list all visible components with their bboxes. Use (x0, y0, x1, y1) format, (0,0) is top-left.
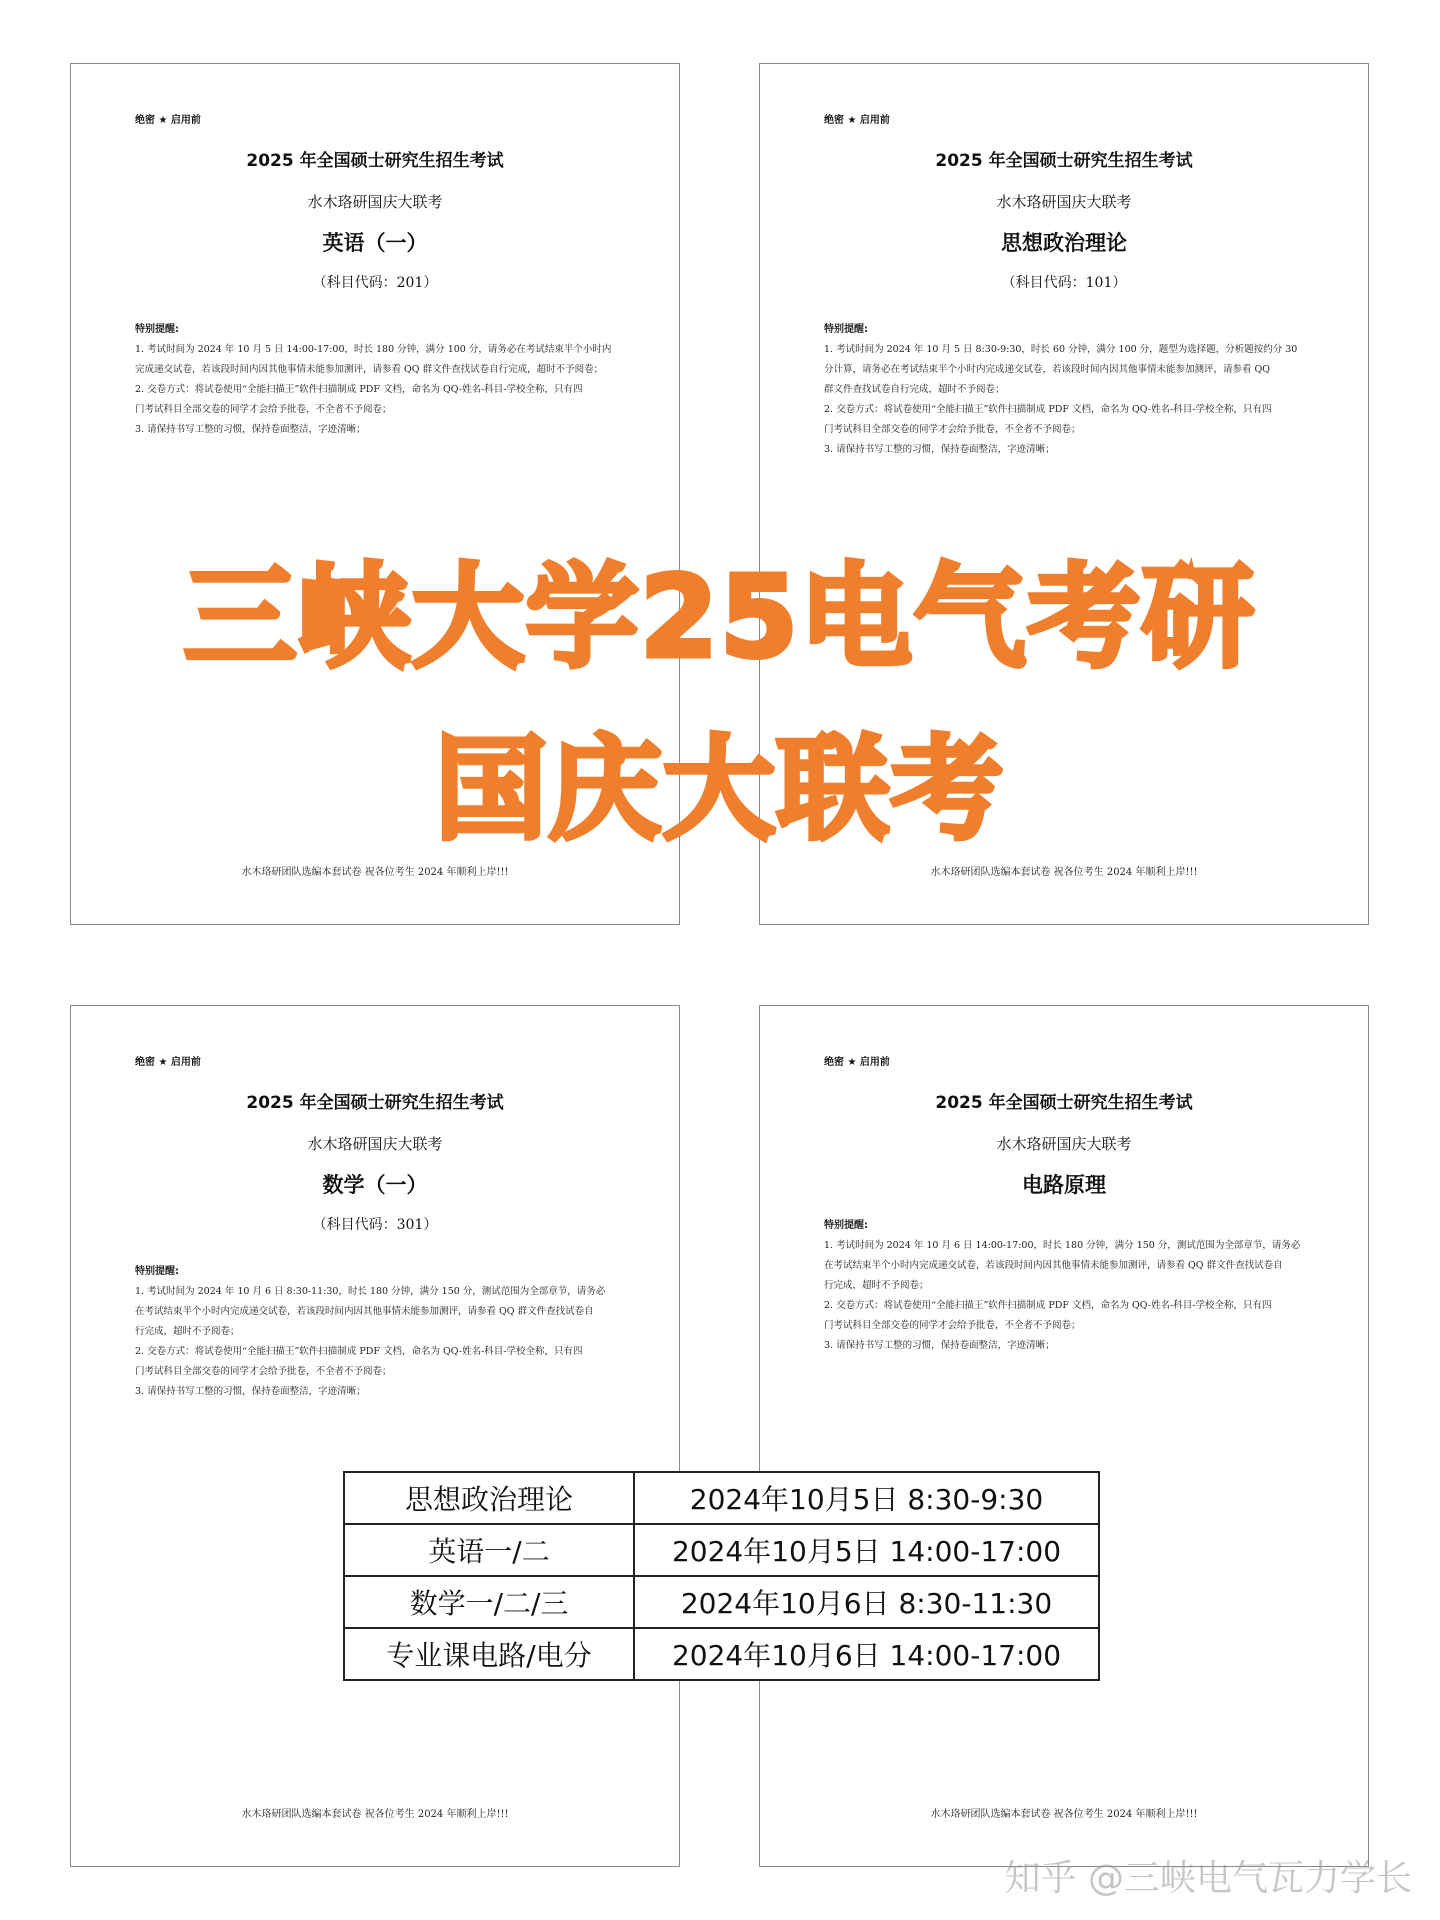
banner-title-line1: 三峡大学25电气考研 (184, 553, 1256, 683)
subject-name: 思想政治理论 (1001, 231, 1127, 255)
notice-line: 3. 请保持书写工整的习惯，保持卷面整洁，字迹清晰； (135, 1386, 366, 1397)
notice-line: 完成递交试卷，若该段时间内因其他事情未能参加测评，请参看 QQ 群文件查找试卷自行完成，超时不予阅卷； (135, 364, 604, 375)
secret-label: 绝密 ★ 启用前 (135, 115, 201, 126)
sheet-footer: 水木珞研团队选编本套试卷 祝各位考生 2024 年顺利上岸!!! (241, 1809, 509, 1820)
special-notice (135, 1262, 619, 1402)
schedule-subject: 数学一/二/三 (344, 1576, 634, 1628)
special-notice (824, 1216, 1308, 1356)
schedule-subject: 英语一/二 (344, 1524, 634, 1576)
schedule-subject: 思想政治理论 (344, 1472, 634, 1524)
sheet-footer: 水木珞研团队选编本套试卷 祝各位考生 2024 年顺利上岸!!! (930, 867, 1198, 878)
exam-title: 2025 年全国硕士研究生招生考试 (935, 151, 1193, 171)
banner-title-line2: 国庆大联考 (435, 725, 1005, 855)
notice-heading: 特别提醒: (135, 1266, 179, 1277)
subject-code: （科目代码：101） (1001, 275, 1127, 291)
exam-title: 2025 年全国硕士研究生招生考试 (246, 151, 504, 171)
schedule-row (344, 1524, 1099, 1576)
organizer-name: 水木珞研国庆大联考 (307, 193, 443, 211)
schedule-row (344, 1576, 1099, 1628)
notice-line: 1. 考试时间为 2024 年 10 月 6 日 8:30-11:30，时长 180 分钟，满分 150 分，测试范围为全部章节，请务必 (135, 1286, 606, 1297)
sheet-footer: 水木珞研团队选编本套试卷 祝各位考生 2024 年顺利上岸!!! (930, 1809, 1198, 1820)
notice-line: 1. 考试时间为 2024 年 10 月 5 日 14:00-17:00，时长 180 分钟，满分 100 分，请务必在考试结束半个小时内 (135, 344, 612, 355)
notice-line: 3. 请保持书写工整的习惯，保持卷面整洁，字迹清晰； (824, 1340, 1055, 1351)
schedule-row (344, 1628, 1099, 1680)
notice-line: 2. 交卷方式：将试卷使用“全能扫描王”软件扫描制成 PDF 文档，命名为 QQ-姓名-科目-学校全称，只有四 (824, 404, 1272, 415)
notice-line: 行完成，超时不予阅卷； (824, 1280, 929, 1291)
notice-line: 2. 交卷方式：将试卷使用“全能扫描王”软件扫描制成 PDF 文档，命名为 QQ-姓名-科目-学校全称，只有四 (824, 1300, 1272, 1311)
subject-name: 电路原理 (1022, 1173, 1106, 1197)
exam-sheet-math (70, 1005, 680, 1867)
notice-line: 3. 请保持书写工整的习惯，保持卷面整洁，字迹清晰； (135, 424, 366, 435)
notice-line: 门考试科目全部交卷的同学才会给予批卷，不全者不予阅卷； (135, 1366, 392, 1377)
subject-code: （科目代码：301） (312, 1217, 438, 1233)
organizer-name: 水木珞研国庆大联考 (307, 1135, 443, 1153)
notice-line: 门考试科目全部交卷的同学才会给予批卷，不全者不予阅卷； (135, 404, 392, 415)
schedule-time: 2024年10月6日 14:00-17:00 (634, 1628, 1099, 1680)
zhihu-watermark: 知乎 @三峡电气瓦力学长 (1004, 1858, 1412, 1899)
subject-code: （科目代码：201） (312, 275, 438, 291)
notice-line: 分计算，请务必在考试结束半个小时内完成递交试卷，若该段时间内因其他事情未能参加测评，请参看 QQ (824, 364, 1271, 375)
subject-name: 英语（一） (322, 231, 428, 255)
notice-line: 1. 考试时间为 2024 年 10 月 6 日 14:00-17:00，时长 180 分钟，满分 150 分，测试范围为全部章节，请务必 (824, 1240, 1301, 1251)
secret-label: 绝密 ★ 启用前 (824, 1057, 890, 1068)
schedule-time: 2024年10月5日 14:00-17:00 (634, 1524, 1099, 1576)
organizer-name: 水木珞研国庆大联考 (996, 193, 1132, 211)
notice-line: 门考试科目全部交卷的同学才会给予批卷，不全者不予阅卷； (824, 424, 1081, 435)
notice-line: 行完成，超时不予阅卷； (135, 1326, 240, 1337)
notice-line: 群文件查找试卷自行完成，超时不予阅卷； (824, 384, 1005, 395)
schedule-time: 2024年10月5日 8:30-9:30 (634, 1472, 1099, 1524)
notice-heading: 特别提醒: (824, 324, 868, 335)
notice-line: 1. 考试时间为 2024 年 10 月 5 日 8:30-9:30，时长 60 分钟，满分 100 分，题型为选择题，分析题按约分 30 (824, 344, 1298, 355)
special-notice (824, 320, 1308, 460)
exam-sheet-circuits (759, 1005, 1369, 1867)
exam-schedule-table (343, 1471, 1100, 1681)
notice-line: 2. 交卷方式：将试卷使用“全能扫描王”软件扫描制成 PDF 文档，命名为 QQ-姓名-科目-学校全称，只有四 (135, 384, 583, 395)
secret-label: 绝密 ★ 启用前 (824, 115, 890, 126)
special-notice (135, 320, 619, 440)
notice-heading: 特别提醒: (135, 324, 179, 335)
notice-line: 2. 交卷方式：将试卷使用“全能扫描王”软件扫描制成 PDF 文档，命名为 QQ-姓名-科目-学校全称，只有四 (135, 1346, 583, 1357)
schedule-row (344, 1472, 1099, 1524)
exam-title: 2025 年全国硕士研究生招生考试 (935, 1093, 1193, 1113)
notice-line: 门考试科目全部交卷的同学才会给予批卷，不全者不予阅卷； (824, 1320, 1081, 1331)
schedule-subject: 专业课电路/电分 (344, 1628, 634, 1680)
notice-line: 3. 请保持书写工整的习惯，保持卷面整洁，字迹清晰； (824, 444, 1055, 455)
notice-heading: 特别提醒: (824, 1220, 868, 1231)
notice-line: 在考试结束半个小时内完成递交试卷，若该段时间内因其他事情未能参加测评，请参看 QQ 群文件查找试卷自 (135, 1306, 594, 1317)
subject-name: 数学（一） (322, 1173, 428, 1197)
sheet-footer: 水木珞研团队选编本套试卷 祝各位考生 2024 年顺利上岸!!! (241, 867, 509, 878)
exam-title: 2025 年全国硕士研究生招生考试 (246, 1093, 504, 1113)
organizer-name: 水木珞研国庆大联考 (996, 1135, 1132, 1153)
schedule-time: 2024年10月6日 8:30-11:30 (634, 1576, 1099, 1628)
secret-label: 绝密 ★ 启用前 (135, 1057, 201, 1068)
notice-line: 在考试结束半个小时内完成递交试卷，若该段时间内因其他事情未能参加测评，请参看 QQ 群文件查找试卷自 (824, 1260, 1283, 1271)
